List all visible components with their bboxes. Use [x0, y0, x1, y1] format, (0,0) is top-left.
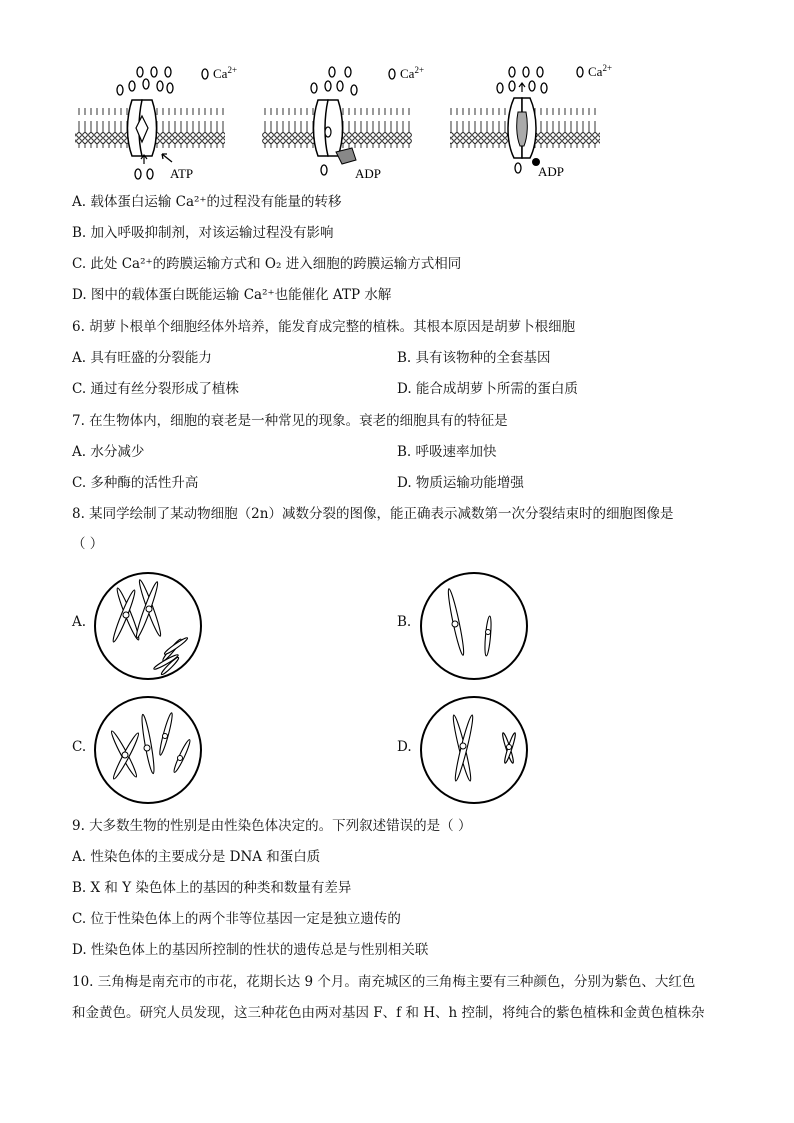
q6-option-a: A. 具有旺盛的分裂能力: [72, 350, 212, 366]
q9-option-c: C. 位于性染色体上的两个非等位基因一定是独立遗传的: [72, 911, 401, 927]
q8-stem: 8. 某同学绘制了某动物细胞（2n）减数分裂的图像，能正确表示减数第一次分裂结束时的细胞图像是: [72, 506, 674, 522]
q6-option-b: B. 具有该物种的全套基因: [397, 350, 551, 366]
q8-label-b: B.: [397, 614, 412, 630]
q6-stem: 6. 胡萝卜根单个细胞经体外培养，能发育成完整的植株。其根本原因是胡萝卜根细胞: [72, 319, 576, 335]
q7-stem: 7. 在生物体内，细胞的衰老是一种常见的现象。衰老的细胞具有的特征是: [72, 413, 508, 429]
atp-label: ATP: [170, 166, 194, 181]
cell-image-b: [418, 570, 530, 682]
cell-image-a: [92, 570, 204, 682]
ca-legend-2: [577, 63, 612, 79]
membrane-panel-2: [262, 65, 424, 181]
q5-option-d: D. 图中的载体蛋白既能运输 Ca²⁺也能催化 ATP 水解: [72, 287, 392, 303]
q9-stem: 9. 大多数生物的性别是由性染色体决定的。下列叙述错误的是（ ）: [72, 818, 472, 834]
cell-image-c: [92, 694, 204, 806]
q9-option-a: A. 性染色体的主要成分是 DNA 和蛋白质: [72, 849, 321, 865]
ca-legend-0: [202, 65, 237, 81]
q5-option-b: B. 加入呼吸抑制剂，对该运输过程没有影响: [72, 225, 334, 241]
q5-option-c: C. 此处 Ca²⁺的跨膜运输方式和 O₂ 进入细胞的跨膜运输方式相同: [72, 256, 462, 272]
q6-option-c: C. 通过有丝分裂形成了植株: [72, 381, 239, 397]
q5-option-a: A. 载体蛋白运输 Ca²⁺的过程没有能量的转移: [72, 194, 342, 210]
adp-label-2: ADP: [538, 164, 565, 179]
q9-option-b: B. X 和 Y 染色体上的基因的种类和数量有差异: [72, 880, 352, 896]
q9-option-d: D. 性染色体上的基因所控制的性状的遗传总是与性别相关联: [72, 942, 429, 958]
q6-option-d: D. 能合成胡萝卜所需的蛋白质: [397, 381, 578, 397]
membrane-transport-figure: [70, 58, 630, 188]
adp-label-1: ADP: [355, 166, 382, 181]
membrane-panel-3: [450, 63, 612, 179]
q8-label-d: D.: [397, 739, 412, 755]
q8-label-c: C.: [72, 739, 87, 755]
q7-option-d: D. 物质运输功能增强: [397, 475, 524, 491]
svg-text:Ca2+: $Ca^{2+}$: [400, 65, 425, 81]
q7-option-a: A. 水分减少: [72, 444, 145, 460]
q7-option-b: B. 呼吸速率加快: [397, 444, 497, 460]
q10-line-2: 和金黄色。研究人员发现，这三种花色由两对基因 F、f 和 H、h 控制，将纯合的紫色植株和金黄色植株杂: [72, 1005, 705, 1021]
q10-line-1: 10. 三角梅是南充市的市花，花期长达 9 个月。南充城区的三角梅主要有三种颜色，分别为紫色、大红色: [72, 974, 696, 990]
q8-label-a: A.: [72, 614, 87, 630]
membrane-panel-1: [75, 67, 225, 181]
svg-text:Ca2+: $Ca^{2+}$: [213, 65, 238, 81]
q8-paren: （ ）: [72, 536, 104, 552]
cell-image-d: [418, 694, 530, 806]
svg-text:Ca2+: $Ca^{2+}$: [588, 63, 613, 79]
q7-option-c: C. 多种酶的活性升高: [72, 475, 199, 491]
ca-legend-1: [389, 65, 424, 81]
